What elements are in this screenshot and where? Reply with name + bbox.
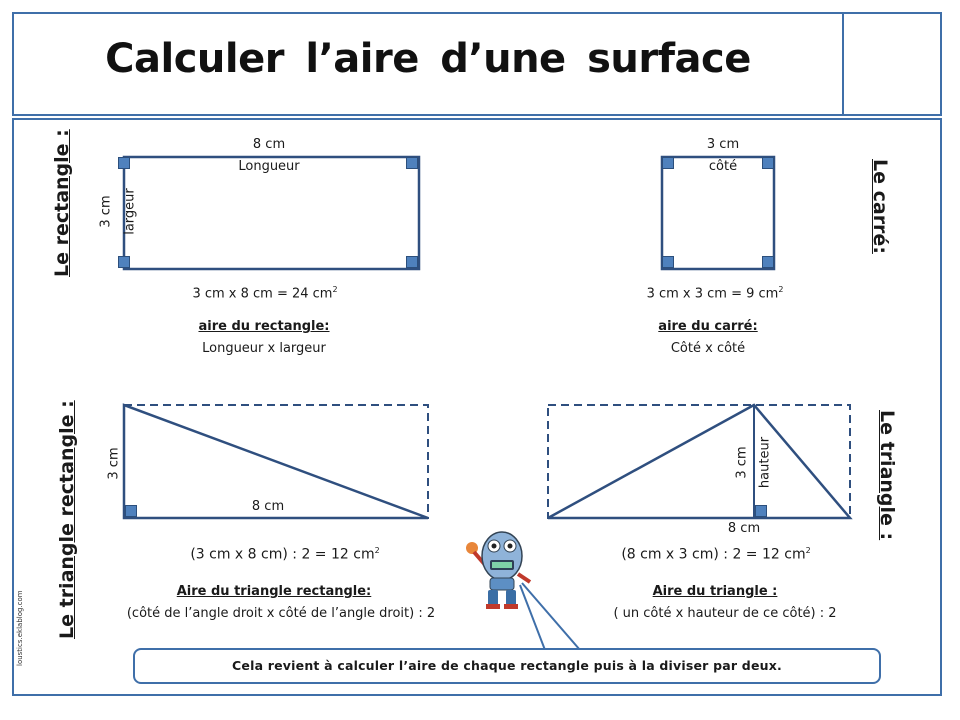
rectangle-section-label: Le rectangle : xyxy=(51,129,73,277)
square-top-name: côté xyxy=(708,159,738,174)
summary-callout-text: Cela revient à calculer l’aire de chaque rectangle puis à la diviser par deux. xyxy=(232,658,782,673)
rectangle-corner-tl xyxy=(118,157,130,169)
square-section-label: Le carré: xyxy=(869,159,891,254)
square-top-measure: 3 cm xyxy=(706,137,740,152)
triangle-shape xyxy=(548,405,850,518)
rectangle-rule-title: aire du rectangle: xyxy=(198,319,330,334)
triangle-rule-formula: ( un côté x hauteur de ce côté) : 2 xyxy=(613,606,837,621)
rectangle-rule-formula: Longueur x largeur xyxy=(202,341,326,356)
square-calc: 3 cm x 3 cm = 9 $cm^2$ xyxy=(646,285,784,302)
right-triangle-side-measure: 3 cm xyxy=(106,447,122,480)
blog-credit: loustics.eklablog.com xyxy=(16,590,24,666)
rectangle-top-measure: 8 cm xyxy=(252,137,286,152)
right-triangle-corner xyxy=(125,505,137,517)
right-triangle-base-measure: 8 cm xyxy=(251,499,285,514)
triangle-height-name: hauteur xyxy=(757,436,773,489)
robot-icon xyxy=(460,522,540,612)
square-rule-title: aire du carré: xyxy=(658,319,758,334)
rectangle-corner-tr xyxy=(406,157,418,169)
triangle-dashed-rect xyxy=(548,405,850,518)
rectangle-corner-br xyxy=(406,256,418,268)
square-corner-bl xyxy=(662,256,674,268)
square-corner-tr xyxy=(762,157,774,169)
triangle-height-measure: 3 cm xyxy=(734,446,750,479)
rectangle-top-name: Longueur xyxy=(238,159,300,174)
triangle-height-corner xyxy=(755,505,767,517)
triangle-rule-title: Aire du triangle : xyxy=(652,584,778,599)
triangle-calc: (8 cm x 3 cm) : 2 = 12 $cm^2$ xyxy=(621,546,811,563)
square-rule-formula: Côté x côté xyxy=(670,341,746,356)
rectangle-side-name: largeur xyxy=(122,188,138,235)
rectangle-corner-bl xyxy=(118,256,130,268)
square-corner-br xyxy=(762,256,774,268)
right-triangle-rule-title: Aire du triangle rectangle: xyxy=(176,584,372,599)
rectangle-calc: 3 cm x 8 cm = 24 $cm^2$ xyxy=(192,285,338,302)
triangle-base-measure: 8 cm xyxy=(727,521,761,536)
square-corner-tl xyxy=(662,157,674,169)
right-triangle-rule-formula: (côté de l’angle droit x côté de l’angle droit) : 2 xyxy=(126,606,436,621)
triangle-section-label: Le triangle : xyxy=(876,410,898,541)
page-title: Calculer l’aire d’une surface xyxy=(105,36,751,82)
rectangle-side-measure: 3 cm xyxy=(98,195,114,228)
right-triangle-section-label: Le triangle rectangle : xyxy=(56,400,78,639)
right-triangle-calc: (3 cm x 8 cm) : 2 = 12 $cm^2$ xyxy=(190,546,380,563)
